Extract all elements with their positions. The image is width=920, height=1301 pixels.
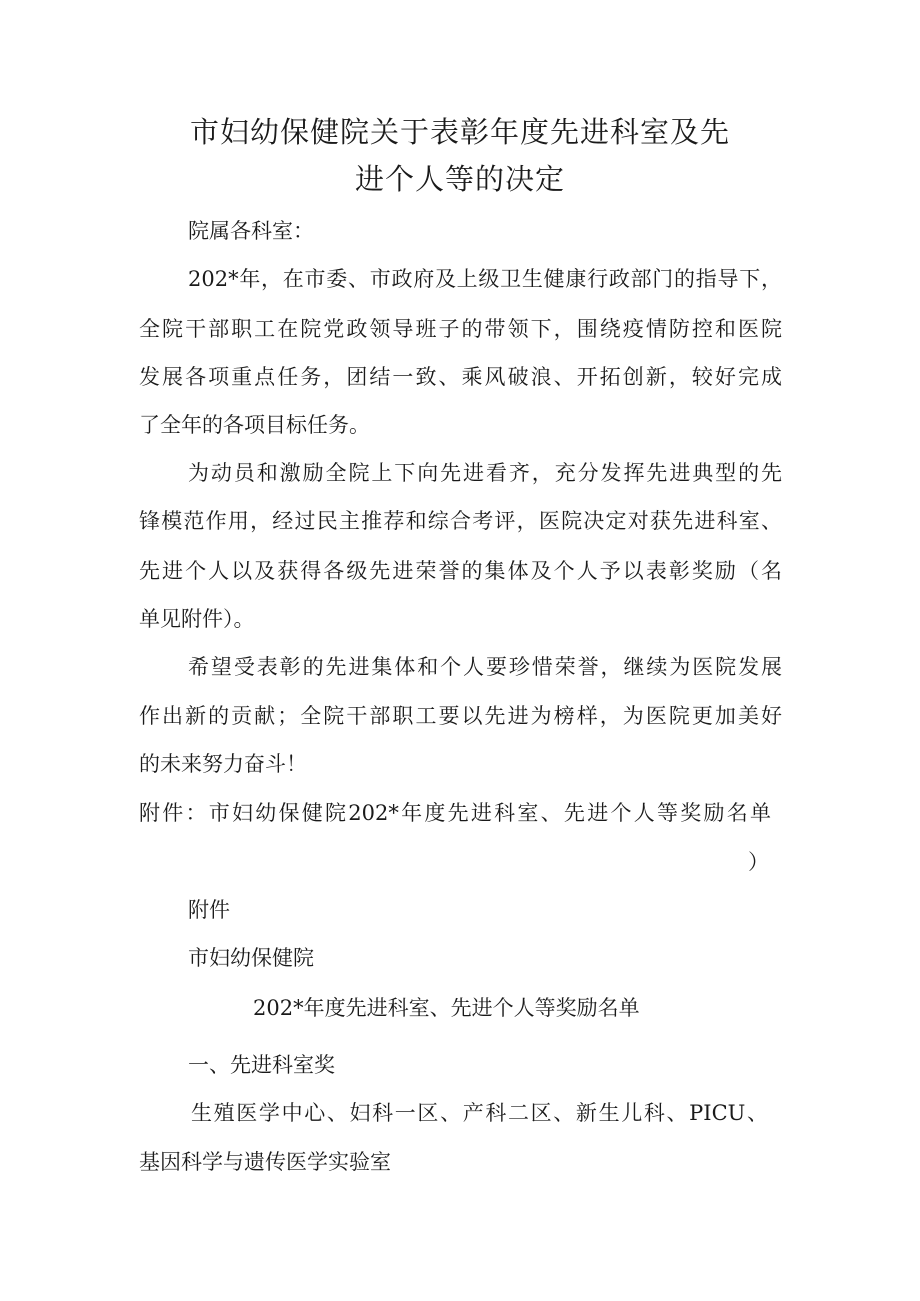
section1-item-line-2: 基因科学与遗传医学实验室 <box>139 1150 391 1174</box>
attachment-note: 附件：市妇幼保健院202*年度先进科室、先进个人等奖励名单 <box>139 801 771 825</box>
para2-line-3: 先进个人以及获得各级先进荣誉的集体及个人予以表彰奖励（名 <box>139 559 782 583</box>
para3-line-1: 希望受表彰的先进集体和个人要珍惜荣誉，继续为医院发展 <box>188 655 782 679</box>
list-title: 202*年度先进科室、先进个人等奖励名单 <box>253 996 640 1020</box>
para1-line-1: 202*年，在市委、市政府及上级卫生健康行政部门的指导下， <box>188 267 782 291</box>
hospital-name: 市妇幼保健院 <box>188 946 314 970</box>
para1-line-4: 了全年的各项目标任务。 <box>139 413 370 437</box>
para3-line-3: 的未来努力奋斗！ <box>139 752 307 776</box>
document-title-line-1: 市妇幼保健院关于表彰年度先进科室及先 <box>189 115 730 149</box>
attachment-note-close: ） <box>748 850 769 874</box>
para1-line-2: 全院干部职工在院党政领导班子的带领下，围绕疫情防控和医院 <box>139 317 782 341</box>
para2-line-1: 为动员和激励全院上下向先进看齐，充分发挥先进典型的先 <box>188 461 782 485</box>
salutation: 院属各科室： <box>188 219 314 243</box>
para3-line-2: 作出新的贡献；全院干部职工要以先进为榜样，为医院更加美好 <box>139 704 782 728</box>
para2-line-2: 锋模范作用，经过民主推荐和综合考评，医院决定对获先进科室、 <box>139 509 782 533</box>
para1-line-3: 发展各项重点任务，团结一致、乘风破浪、开拓创新，较好完成 <box>139 365 782 389</box>
attachment-label: 附件 <box>188 898 230 922</box>
document-title-line-2: 进个人等的决定 <box>354 162 565 196</box>
section1-item-line-1: 生殖医学中心、妇科一区、产科二区、新生儿科、PICU、 <box>191 1101 768 1125</box>
para2-line-4: 单见附件）。 <box>139 607 255 631</box>
section1-heading: 一、先进科室奖 <box>188 1053 335 1077</box>
